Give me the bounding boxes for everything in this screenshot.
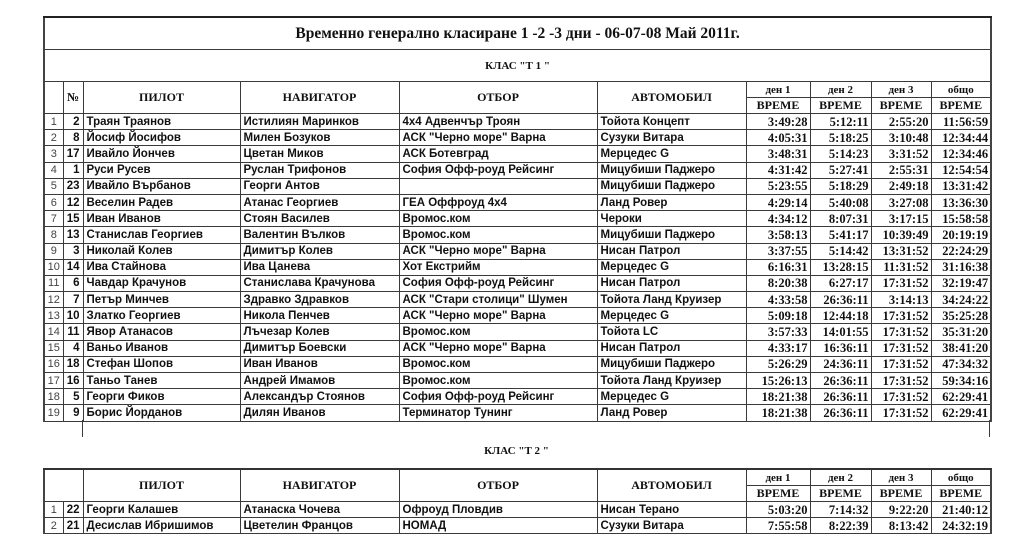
no-cell: 4	[63, 340, 83, 356]
day1-cell: 6:16:31	[746, 259, 810, 275]
car-cell: Тойота Ланд Круизер	[597, 373, 746, 389]
day2-cell: 5:40:08	[810, 194, 871, 210]
total-cell: 35:25:28	[931, 308, 991, 324]
total-cell: 21:40:12	[931, 502, 991, 518]
car-cell: Нисан Патрол	[597, 243, 746, 259]
day2-cell: 5:18:25	[810, 130, 871, 146]
car-cell: Сузуки Витара	[597, 130, 746, 146]
total-cell: 22:24:29	[931, 243, 991, 259]
navigator-cell: Милен Бозуков	[240, 130, 399, 146]
no-cell: 2	[63, 114, 83, 130]
car-cell: Нисан Терано	[597, 502, 746, 518]
navigator-cell: Александър Стоянов	[240, 389, 399, 405]
car-cell: Мерцедес G	[597, 389, 746, 405]
day3-time-header: ВРЕМЕ	[871, 98, 931, 114]
pilot-cell: Георги Калашев	[83, 502, 240, 518]
day1-cell: 18:21:38	[746, 405, 810, 421]
day2-cell: 5:12:11	[810, 114, 871, 130]
day1-cell: 4:33:17	[746, 340, 810, 356]
navigator-header: НАВИГАТОР	[240, 82, 399, 114]
day2-cell: 5:41:17	[810, 227, 871, 243]
team-cell: АСК "Черно море" Варна	[399, 340, 597, 356]
total-cell: 15:58:58	[931, 211, 991, 227]
rank-header	[44, 82, 63, 114]
total-header: общо	[931, 82, 991, 98]
no-cell: 1	[63, 162, 83, 178]
table-row	[44, 389, 991, 405]
rank-cell: 1	[44, 502, 63, 518]
day3-cell: 2:49:18	[871, 178, 931, 194]
table-row	[44, 292, 991, 308]
total-cell: 13:36:30	[931, 194, 991, 210]
pilot-cell: Ваньо Иванов	[83, 340, 240, 356]
total-cell: 12:54:54	[931, 162, 991, 178]
day3-cell: 2:55:20	[871, 114, 931, 130]
no-cell: 14	[63, 259, 83, 275]
no-cell: 3	[63, 243, 83, 259]
day1-cell: 8:20:38	[746, 275, 810, 291]
day2-cell: 26:36:11	[810, 373, 871, 389]
table-row	[44, 211, 991, 227]
no-cell: 5	[63, 389, 83, 405]
day1-cell: 5:09:18	[746, 308, 810, 324]
navigator-cell: Здравко Здравков	[240, 292, 399, 308]
total-cell: 20:19:19	[931, 227, 991, 243]
class-row	[44, 50, 991, 82]
day1-cell: 15:26:13	[746, 373, 810, 389]
rank-cell: 18	[44, 389, 63, 405]
pilot-cell: Ивайло Върбанов	[83, 178, 240, 194]
no-cell: 8	[63, 130, 83, 146]
day1-cell: 4:29:14	[746, 194, 810, 210]
car-cell: Тойота LC	[597, 324, 746, 340]
day3-cell: 9:22:20	[871, 502, 931, 518]
car-cell: Сузуки Витара	[597, 518, 746, 534]
total-cell: 35:31:20	[931, 324, 991, 340]
rank-cell: 12	[44, 292, 63, 308]
day1-cell: 4:34:12	[746, 211, 810, 227]
team-cell: Вромос.ком	[399, 356, 597, 372]
no-cell: 18	[63, 356, 83, 372]
day2-header: ден 2	[810, 469, 871, 486]
day1-cell: 7:55:58	[746, 518, 810, 534]
total-cell: 32:19:47	[931, 275, 991, 291]
rank-cell: 8	[44, 227, 63, 243]
total-cell: 59:34:16	[931, 373, 991, 389]
day3-cell: 3:31:52	[871, 146, 931, 162]
day3-cell: 2:55:31	[871, 162, 931, 178]
rank-cell: 15	[44, 340, 63, 356]
day1-cell: 3:49:28	[746, 114, 810, 130]
rank-cell: 6	[44, 194, 63, 210]
team-cell: Вромос.ком	[399, 227, 597, 243]
table-tail-divider	[82, 420, 83, 437]
total-cell: 62:29:41	[931, 389, 991, 405]
day3-cell: 13:31:52	[871, 243, 931, 259]
day1-time-header: ВРЕМЕ	[746, 98, 810, 114]
rank-cell: 11	[44, 275, 63, 291]
navigator-cell: Андрей Имамов	[240, 373, 399, 389]
pilot-cell: Иван Иванов	[83, 211, 240, 227]
no-cell: 13	[63, 227, 83, 243]
total-cell: 12:34:46	[931, 146, 991, 162]
car-cell: Тойота Ланд Круизер	[597, 292, 746, 308]
header-row	[44, 82, 991, 98]
no-cell: 11	[63, 324, 83, 340]
day3-cell: 17:31:52	[871, 389, 931, 405]
day1-cell: 5:26:29	[746, 356, 810, 372]
total-cell: 47:34:32	[931, 356, 991, 372]
car-cell: Нисан Патрол	[597, 275, 746, 291]
navigator-cell: Никола Пенчев	[240, 308, 399, 324]
class-label: КЛАС "Т 1 "	[44, 50, 991, 82]
pilot-cell: Йосиф Йосифов	[83, 130, 240, 146]
day2-cell: 14:01:55	[810, 324, 871, 340]
car-header: АВТОМОБИЛ	[597, 82, 746, 114]
team-cell: Офроуд Пловдив	[399, 502, 597, 518]
pilot-cell: Ивайло Йончев	[83, 146, 240, 162]
team-cell: Терминатор Тунинг	[399, 405, 597, 421]
car-cell: Мицубиши Паджеро	[597, 178, 746, 194]
day2-cell: 5:27:41	[810, 162, 871, 178]
table-row	[44, 275, 991, 291]
day2-cell: 5:18:29	[810, 178, 871, 194]
day2-cell: 12:44:18	[810, 308, 871, 324]
rank-cell: 3	[44, 146, 63, 162]
team-cell: АСК Ботевград	[399, 146, 597, 162]
pilot-header: ПИЛОТ	[83, 469, 240, 502]
day1-cell: 4:33:58	[746, 292, 810, 308]
day1-cell: 4:31:42	[746, 162, 810, 178]
day3-cell: 3:10:48	[871, 130, 931, 146]
day1-cell: 5:23:55	[746, 178, 810, 194]
day2-cell: 5:14:23	[810, 146, 871, 162]
navigator-cell: Цветелин Францов	[240, 518, 399, 534]
navigator-cell: Иван Иванов	[240, 356, 399, 372]
pilot-cell: Явор Атанасов	[83, 324, 240, 340]
day2-time-header: ВРЕМЕ	[810, 98, 871, 114]
navigator-cell: Атанаска Чочева	[240, 502, 399, 518]
car-cell: Мерцедес G	[597, 308, 746, 324]
navigator-cell: Дилян Иванов	[240, 405, 399, 421]
day2-cell: 26:36:11	[810, 405, 871, 421]
car-cell: Тойота Концепт	[597, 114, 746, 130]
rank-cell: 2	[44, 130, 63, 146]
rank-cell: 16	[44, 356, 63, 372]
car-cell: Чероки	[597, 211, 746, 227]
team-cell: АСК "Черно море" Варна	[399, 308, 597, 324]
navigator-cell: Руслан Трифонов	[240, 162, 399, 178]
day3-cell: 17:31:52	[871, 373, 931, 389]
car-cell: Ланд Ровер	[597, 194, 746, 210]
day1-cell: 3:48:31	[746, 146, 810, 162]
pilot-cell: Чавдар Крачунов	[83, 275, 240, 291]
navigator-cell: Ива Цанева	[240, 259, 399, 275]
table-row	[44, 340, 991, 356]
no-cell: 6	[63, 275, 83, 291]
total-cell: 12:34:44	[931, 130, 991, 146]
total-cell: 34:24:22	[931, 292, 991, 308]
table-row	[44, 162, 991, 178]
pilot-header: ПИЛОТ	[83, 82, 240, 114]
team-header: ОТБОР	[399, 469, 597, 502]
team-cell	[399, 178, 597, 194]
team-cell: Вромос.ком	[399, 324, 597, 340]
pilot-cell: Стефан Шопов	[83, 356, 240, 372]
class-t1-rows	[44, 114, 991, 422]
day1-cell: 3:57:33	[746, 324, 810, 340]
rank-cell: 14	[44, 324, 63, 340]
day3-cell: 17:31:52	[871, 308, 931, 324]
car-cell: Мицубиши Паджеро	[597, 356, 746, 372]
day2-time-header: ВРЕМЕ	[810, 486, 871, 502]
day3-cell: 3:17:15	[871, 211, 931, 227]
rank-cell: 1	[44, 114, 63, 130]
navigator-cell: Цветан Миков	[240, 146, 399, 162]
day3-cell: 17:31:52	[871, 275, 931, 291]
team-cell: София Офф-роуд Рейсинг	[399, 389, 597, 405]
team-cell: Вромос.ком	[399, 211, 597, 227]
pilot-cell: Георги Фиков	[83, 389, 240, 405]
table-row	[44, 227, 991, 243]
table-row	[44, 308, 991, 324]
table-row	[44, 194, 991, 210]
pilot-cell: Руси Русев	[83, 162, 240, 178]
no-cell: 17	[63, 146, 83, 162]
table-row	[44, 114, 991, 130]
day3-cell: 3:14:13	[871, 292, 931, 308]
document-title: Временно генерално класиране 1 -2 -3 дни - 06-07-08 Май 2011г.	[44, 17, 991, 50]
total-cell: 38:41:20	[931, 340, 991, 356]
team-cell: АСК "Черно море" Варна	[399, 130, 597, 146]
pilot-cell: Траян Траянов	[83, 114, 240, 130]
table-tail-border	[989, 420, 990, 437]
day1-cell: 3:37:55	[746, 243, 810, 259]
team-header: ОТБОР	[399, 82, 597, 114]
navigator-cell: Атанас Георгиев	[240, 194, 399, 210]
navigator-header: НАВИГАТОР	[240, 469, 399, 502]
day2-cell: 7:14:32	[810, 502, 871, 518]
day2-cell: 8:07:31	[810, 211, 871, 227]
navigator-cell: Лъчезар Колев	[240, 324, 399, 340]
table-row	[44, 405, 991, 421]
day1-cell: 3:58:13	[746, 227, 810, 243]
pilot-cell: Петър Минчев	[83, 292, 240, 308]
no-cell: 15	[63, 211, 83, 227]
pilot-cell: Веселин Радев	[83, 194, 240, 210]
day3-cell: 17:31:52	[871, 324, 931, 340]
no-cell: 21	[63, 518, 83, 534]
car-header: АВТОМОБИЛ	[597, 469, 746, 502]
total-cell: 13:31:42	[931, 178, 991, 194]
team-cell: АСК "Стари столици" Шумен	[399, 292, 597, 308]
total-header: общо	[931, 469, 991, 486]
total-cell: 11:56:59	[931, 114, 991, 130]
day1-cell: 5:03:20	[746, 502, 810, 518]
rank-cell: 4	[44, 162, 63, 178]
total-cell: 31:16:38	[931, 259, 991, 275]
team-cell: София Офф-роуд Рейсинг	[399, 162, 597, 178]
pilot-cell: Борис Йорданов	[83, 405, 240, 421]
no-cell: 16	[63, 373, 83, 389]
day3-header: ден 3	[871, 469, 931, 486]
day2-cell: 6:27:17	[810, 275, 871, 291]
day3-cell: 17:31:52	[871, 340, 931, 356]
rank-cell: 9	[44, 243, 63, 259]
table-row	[44, 178, 991, 194]
day1-cell: 18:21:38	[746, 389, 810, 405]
class-t2-rows	[44, 502, 991, 534]
day2-cell: 13:28:15	[810, 259, 871, 275]
team-cell: София Офф-роуд Рейсинг	[399, 275, 597, 291]
class-t2-label: КЛАС "Т 2 "	[484, 445, 549, 457]
day2-cell: 24:36:11	[810, 356, 871, 372]
table-row	[44, 259, 991, 275]
navigator-cell: Стоян Василев	[240, 211, 399, 227]
no-cell: 10	[63, 308, 83, 324]
day1-cell: 4:05:31	[746, 130, 810, 146]
team-cell: АСК "Черно море" Варна	[399, 243, 597, 259]
navigator-cell: Димитър Боевски	[240, 340, 399, 356]
rank-cell: 2	[44, 518, 63, 534]
no-cell: 7	[63, 292, 83, 308]
team-cell: ГЕА Оффроуд 4х4	[399, 194, 597, 210]
day2-cell: 16:36:11	[810, 340, 871, 356]
day3-cell: 17:31:52	[871, 405, 931, 421]
no-cell: 22	[63, 502, 83, 518]
rank-cell: 17	[44, 373, 63, 389]
rank-cell: 10	[44, 259, 63, 275]
total-time-header: ВРЕМЕ	[931, 486, 991, 502]
car-cell: Мицубиши Паджеро	[597, 227, 746, 243]
car-cell: Ланд Ровер	[597, 405, 746, 421]
day3-cell: 11:31:52	[871, 259, 931, 275]
pilot-cell: Златко Георгиев	[83, 308, 240, 324]
navigator-cell: Димитър Колев	[240, 243, 399, 259]
day2-header: ден 2	[810, 82, 871, 98]
day2-cell: 26:36:11	[810, 292, 871, 308]
day2-cell: 26:36:11	[810, 389, 871, 405]
pilot-cell: Десислав Ибришимов	[83, 518, 240, 534]
pilot-cell: Станислав Георгиев	[83, 227, 240, 243]
day2-cell: 8:22:39	[810, 518, 871, 534]
class-t2-standings-table	[43, 468, 992, 534]
total-time-header: ВРЕМЕ	[931, 98, 991, 114]
rank-cell: 13	[44, 308, 63, 324]
rank-number-header	[44, 469, 83, 502]
header-row	[44, 469, 991, 486]
navigator-cell: Валентин Вълков	[240, 227, 399, 243]
day1-header: ден 1	[746, 469, 810, 486]
pilot-cell: Николай Колев	[83, 243, 240, 259]
car-cell: Нисан Патрол	[597, 340, 746, 356]
navigator-cell: Станислава Крачунова	[240, 275, 399, 291]
day3-time-header: ВРЕМЕ	[871, 486, 931, 502]
class-t1-standings-table	[43, 16, 992, 422]
car-cell: Мерцедес G	[597, 259, 746, 275]
table-row	[44, 243, 991, 259]
navigator-cell: Истилиян Маринков	[240, 114, 399, 130]
day3-header: ден 3	[871, 82, 931, 98]
day3-cell: 17:31:52	[871, 356, 931, 372]
total-cell: 62:29:41	[931, 405, 991, 421]
no-cell: 23	[63, 178, 83, 194]
team-cell: НОМАД	[399, 518, 597, 534]
car-cell: Мерцедес G	[597, 146, 746, 162]
total-cell: 24:32:19	[931, 518, 991, 534]
rank-cell: 7	[44, 211, 63, 227]
day1-time-header: ВРЕМЕ	[746, 486, 810, 502]
pilot-cell: Ива Стайнова	[83, 259, 240, 275]
car-cell: Мицубиши Паджеро	[597, 162, 746, 178]
day1-header: ден 1	[746, 82, 810, 98]
pilot-cell: Таньо Танев	[83, 373, 240, 389]
team-cell: 4х4 Адвенчър Троян	[399, 114, 597, 130]
no-cell: 9	[63, 405, 83, 421]
day3-cell: 10:39:49	[871, 227, 931, 243]
rank-cell: 5	[44, 178, 63, 194]
no-cell: 12	[63, 194, 83, 210]
day3-cell: 8:13:42	[871, 518, 931, 534]
rank-cell: 19	[44, 405, 63, 421]
team-cell: Хот Екстрийм	[399, 259, 597, 275]
table-row	[44, 324, 991, 340]
title-row	[44, 17, 991, 50]
table-row	[44, 356, 991, 372]
number-header: №	[63, 82, 83, 114]
table-row	[44, 373, 991, 389]
team-cell: Вромос.ком	[399, 373, 597, 389]
table-row	[44, 130, 991, 146]
navigator-cell: Георги Антов	[240, 178, 399, 194]
table-row	[44, 518, 991, 534]
day2-cell: 5:14:42	[810, 243, 871, 259]
table-row	[44, 502, 991, 518]
table-row	[44, 146, 991, 162]
day3-cell: 3:27:08	[871, 194, 931, 210]
